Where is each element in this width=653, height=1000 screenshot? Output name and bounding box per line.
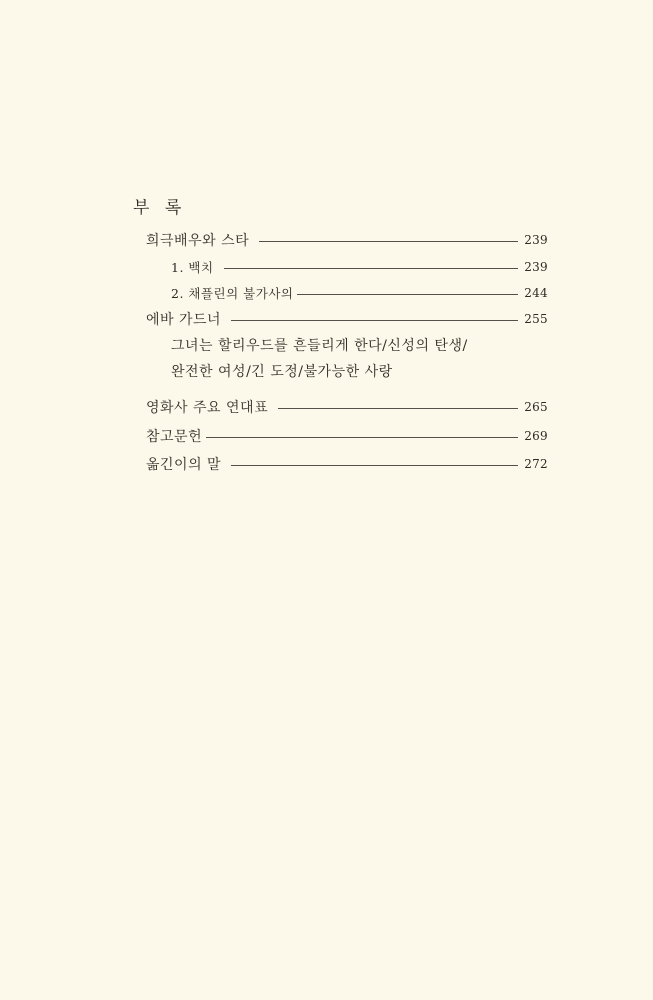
toc-page-number: 239 <box>524 260 548 274</box>
toc-entry-idiot[interactable] <box>171 256 548 278</box>
toc-leader-line <box>206 437 518 438</box>
section-title: 부 록 <box>133 198 187 218</box>
toc-entry-label: 참고문헌 <box>146 429 203 445</box>
toc-entry-label: 영화사 주요 연대표 <box>146 400 269 416</box>
toc-entry-label: 에바 가드너 <box>146 312 222 328</box>
toc-page-number: 272 <box>524 457 548 471</box>
toc-page-number: 244 <box>524 286 548 300</box>
toc-entry-description-line: 완전한 여성/긴 도정/불가능한 사랑 <box>171 364 393 380</box>
toc-entry-label: 1. 백치 <box>171 260 214 275</box>
toc-entry-description-line: 그녀는 할리우드를 흔들리게 한다/신성의 탄생/ <box>171 338 468 354</box>
toc-leader-line <box>224 268 519 269</box>
toc-leader-line <box>259 241 518 242</box>
toc-entry-ava-gardner[interactable] <box>146 308 548 330</box>
toc-entry-bibliography[interactable] <box>146 425 548 447</box>
toc-entry-chaplin-mystery[interactable] <box>171 282 548 304</box>
toc-entry-label: 옮긴이의 말 <box>146 457 222 473</box>
toc-leader-line <box>297 294 518 295</box>
toc-page-number: 239 <box>524 233 548 247</box>
toc-leader-line <box>278 408 518 409</box>
toc-entry-translator-note[interactable] <box>146 453 548 475</box>
toc-entry-film-history-chronology[interactable] <box>146 396 548 418</box>
toc-entry-comedian-and-star[interactable] <box>146 229 548 251</box>
toc-page-number: 269 <box>524 429 548 443</box>
toc-page-number: 265 <box>524 400 548 414</box>
toc-entry-label: 2. 채플린의 불가사의 <box>171 286 294 301</box>
toc-page-number: 255 <box>524 312 548 326</box>
toc-entry-label: 희극배우와 스타 <box>146 233 250 249</box>
toc-leader-line <box>231 465 518 466</box>
toc-leader-line <box>231 320 518 321</box>
